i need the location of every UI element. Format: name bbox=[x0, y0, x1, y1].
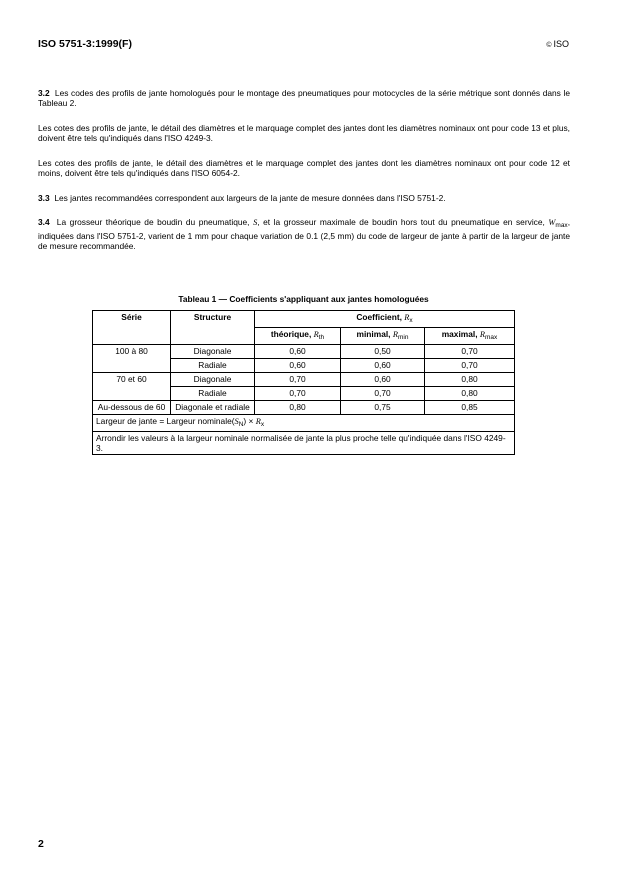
header-maximal-label: maximal, bbox=[441, 329, 478, 339]
header-minimal bbox=[341, 328, 425, 345]
header-coefficient bbox=[255, 311, 515, 328]
subscript-min: min bbox=[397, 334, 409, 341]
header-minimal-label: minimal, bbox=[356, 329, 391, 339]
symbol-r: R bbox=[404, 313, 410, 322]
table-note-rounding: Arrondir les valeurs à la largeur nominale normalisée de jante la plus proche telle qu'indiquée dans l'ISO 4249-3. bbox=[93, 432, 515, 455]
paragraph-text-b: , et la grosseur maximale de boudin hors tout du pneumatique en service, bbox=[257, 217, 545, 227]
table-note-formula bbox=[93, 415, 515, 432]
subscript-th: th bbox=[318, 334, 325, 341]
header-maximal bbox=[425, 328, 515, 345]
symbol-r: R bbox=[313, 330, 319, 339]
table-row bbox=[93, 401, 515, 415]
symbol-r: R bbox=[479, 330, 486, 339]
cell-theorique: 0,80 bbox=[255, 401, 341, 415]
subscript-n: N bbox=[238, 421, 244, 428]
cell-structure: Radiale bbox=[171, 359, 255, 373]
header-theorique bbox=[255, 328, 341, 345]
coefficients-table bbox=[92, 310, 515, 455]
document-id: ISO 5751-3:1999(F) bbox=[38, 38, 132, 50]
paragraph-text-a: La grosseur théorique de boudin du pneumatique, bbox=[56, 217, 250, 227]
symbol-w: W bbox=[548, 218, 556, 227]
copyright-symbol: © bbox=[546, 42, 552, 49]
subscript-x: x bbox=[260, 421, 265, 428]
cell-maximal: 0,70 bbox=[425, 345, 515, 359]
paragraph-3-2 bbox=[38, 88, 570, 108]
header-theorique-label: théorique, bbox=[270, 329, 312, 339]
cell-theorique: 0,60 bbox=[255, 345, 341, 359]
paragraph-rims-code-12: Les cotes des profils de jante, le détail des diamètres et le marquage complet des jantes dont les diamètres nominaux ont pour code 12 et moins, doivent être tels qu'indiqués dans l'ISO 6054-2. bbox=[38, 158, 570, 179]
cell-serie: 70 et 60 bbox=[93, 373, 171, 401]
clause-number: 3.2 bbox=[38, 88, 50, 98]
paragraph-text: Les codes des profils de jante homologués pour le montage des pneumatiques pour motocycles de la série métrique sont donnés dans le Tableau 2. bbox=[38, 88, 570, 109]
cell-minimal: 0,75 bbox=[341, 401, 425, 415]
paragraph-rims-code-13: Les cotes des profils de jante, le détail des diamètres et le marquage complet des jantes dont les diamètres nominaux ont pour code 13 et plus, doivent être tels qu'indiqués dans l'ISO 4249-3. bbox=[38, 123, 570, 144]
table-row bbox=[93, 345, 515, 359]
clause-number: 3.3 bbox=[38, 193, 50, 203]
cell-structure: Radiale bbox=[171, 387, 255, 401]
symbol-s: S bbox=[234, 417, 239, 426]
cell-structure: Diagonale bbox=[171, 373, 255, 387]
cell-minimal: 0,60 bbox=[341, 373, 425, 387]
paragraph-text-c: , indiquées dans l'ISO 5751-2, varient de 1 mm pour chaque variation de 0.1 (2,5 mm) du code de largeur de jante à partir de la largeur de jante de mesure recommandée. bbox=[38, 217, 571, 252]
paragraph-3-3 bbox=[38, 193, 570, 203]
table-header-row bbox=[93, 311, 515, 328]
cell-minimal: 0,60 bbox=[341, 359, 425, 373]
table-note-row bbox=[93, 432, 515, 455]
cell-theorique: 0,70 bbox=[255, 373, 341, 387]
table-title: Tableau 1 — Coefficients s'appliquant aux jantes homologuées bbox=[178, 294, 429, 304]
cell-minimal: 0,70 bbox=[341, 387, 425, 401]
subscript-max: max bbox=[555, 222, 568, 229]
cell-maximal: 0,70 bbox=[425, 359, 515, 373]
table-note-row bbox=[93, 415, 515, 432]
page-number: 2 bbox=[38, 838, 44, 850]
header-serie: Série bbox=[93, 311, 171, 345]
symbol-s: S bbox=[253, 218, 258, 227]
cell-serie: 100 à 80 bbox=[93, 345, 171, 373]
subscript-x: x bbox=[409, 317, 413, 324]
paragraph-text: Les jantes recommandées correspondent aux largeurs de la jante de mesure données dans l'ISO 5751-2. bbox=[54, 193, 446, 203]
cell-theorique: 0,70 bbox=[255, 387, 341, 401]
cell-maximal: 0,85 bbox=[425, 401, 515, 415]
copyright-notice bbox=[546, 39, 569, 49]
paragraph-3-4 bbox=[38, 217, 570, 252]
symbol-r: R bbox=[255, 417, 261, 426]
table-row bbox=[93, 373, 515, 387]
header-structure: Structure bbox=[171, 311, 255, 345]
copyright-org: ISO bbox=[553, 39, 569, 49]
cell-maximal: 0,80 bbox=[425, 387, 515, 401]
symbol-r: R bbox=[392, 330, 398, 339]
cell-structure: Diagonale et radiale bbox=[171, 401, 255, 415]
header-coefficient-label: Coefficient, bbox=[356, 312, 402, 322]
cell-theorique: 0,60 bbox=[255, 359, 341, 373]
note-text-a: Largeur de jante = Largeur nominale( bbox=[96, 416, 235, 426]
cell-maximal: 0,80 bbox=[425, 373, 515, 387]
note-text-b: ) × bbox=[243, 416, 254, 426]
subscript-max: max bbox=[485, 334, 498, 341]
clause-number: 3.4 bbox=[38, 217, 50, 227]
cell-serie: Au-dessous de 60 bbox=[93, 401, 171, 415]
cell-minimal: 0,50 bbox=[341, 345, 425, 359]
cell-structure: Diagonale bbox=[171, 345, 255, 359]
